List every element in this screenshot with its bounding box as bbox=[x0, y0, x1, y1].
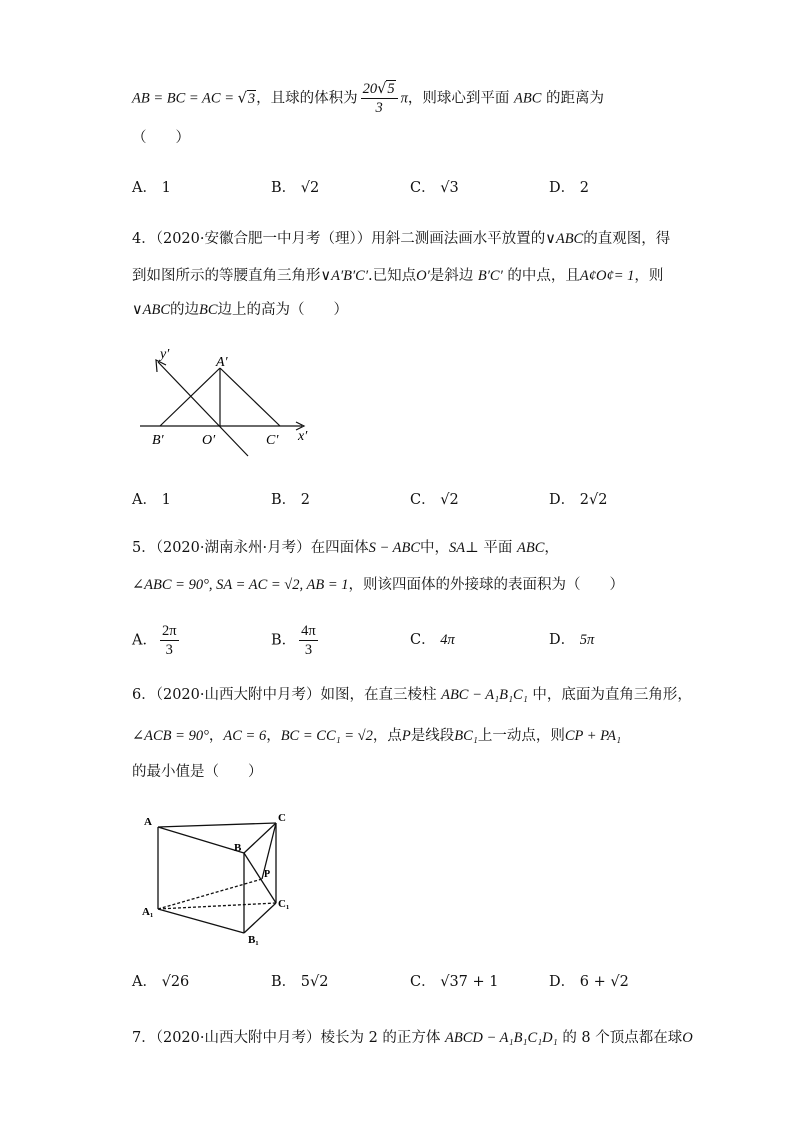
q7-text: 7．（2020·山西大附中月考）棱长为 2 的正方体 bbox=[132, 1030, 441, 1046]
option-label: B． bbox=[271, 180, 297, 196]
prism: ABC − A₁B₁C₁ bbox=[441, 687, 528, 703]
option-label: A． bbox=[132, 492, 157, 508]
option-value: √26 bbox=[161, 974, 190, 990]
edge-a1b1 bbox=[158, 909, 244, 933]
option-label: D． bbox=[549, 632, 576, 648]
q6-option-c[interactable] bbox=[410, 972, 499, 992]
q5-option-d[interactable] bbox=[549, 630, 594, 650]
option-label: D． bbox=[549, 492, 576, 508]
q6-text: 6．（2020·山西大附中月考）如图，在直三棱柱 bbox=[132, 687, 437, 703]
q4-text: 到如图所示的等腰直角三角形 bbox=[132, 268, 321, 284]
q6-text: ，点 bbox=[372, 728, 402, 744]
q5-line2 bbox=[132, 575, 624, 595]
option-label: C． bbox=[410, 492, 436, 508]
triangle-abc: ∨ABC bbox=[545, 231, 584, 247]
point-p: P bbox=[401, 728, 411, 744]
option-label: C． bbox=[410, 632, 436, 648]
cube: ABCD − A₁B₁C₁D₁ bbox=[445, 1030, 558, 1046]
plane-abc: ABC bbox=[517, 540, 545, 556]
option-label: C． bbox=[410, 974, 436, 990]
q3-option-d[interactable] bbox=[549, 178, 589, 198]
q6-text: ， bbox=[208, 728, 224, 744]
option-value: √2 bbox=[440, 492, 459, 508]
side-ac bbox=[220, 368, 280, 426]
sqrt-sign: √ bbox=[237, 90, 247, 107]
angle-acb: ∠ACB = 90° bbox=[132, 728, 209, 744]
pi-symbol: π bbox=[400, 90, 408, 107]
option-label: A． bbox=[132, 974, 157, 990]
option-value: √3 bbox=[440, 180, 459, 196]
q3-equation: AB = BC = AC = bbox=[132, 90, 238, 107]
option-label: A． bbox=[132, 632, 157, 649]
q3-text: ，且球的体积为 bbox=[256, 90, 358, 107]
expression: CP + PA₁ bbox=[564, 728, 622, 744]
q6-text: 上一动点，则 bbox=[477, 728, 565, 744]
option-fraction bbox=[160, 622, 179, 659]
q5-text: ，则该四面体的外接球的表面积为（ ） bbox=[348, 577, 624, 593]
option-label: C． bbox=[410, 180, 436, 196]
q6-line1 bbox=[132, 685, 692, 705]
edge-a1c1 bbox=[158, 903, 276, 909]
q4-option-a[interactable] bbox=[132, 490, 171, 510]
option-value: 5π bbox=[579, 632, 595, 648]
segment-bc: BC bbox=[199, 302, 218, 318]
option-value: 1 bbox=[161, 492, 171, 508]
option-label: B． bbox=[271, 974, 297, 990]
frac-den: 3 bbox=[304, 642, 313, 658]
q3-paren: （ ） bbox=[132, 130, 190, 146]
label-b1: B₁ bbox=[248, 934, 259, 945]
option-label: B． bbox=[271, 492, 297, 508]
label-y: y′ bbox=[160, 347, 170, 362]
q5-option-b[interactable] bbox=[271, 622, 321, 659]
option-value: 2√2 bbox=[579, 492, 608, 508]
label-o: O′ bbox=[202, 433, 216, 448]
q3-option-c[interactable] bbox=[410, 178, 459, 198]
label-x: x′ bbox=[298, 429, 308, 444]
q3-option-b[interactable] bbox=[271, 178, 319, 198]
q6-figure bbox=[140, 805, 300, 945]
q6-option-b[interactable] bbox=[271, 972, 328, 992]
option-label: D． bbox=[549, 974, 576, 990]
triangle-prime: ∨A′B′C′ bbox=[320, 268, 369, 284]
q3-sqrt3: 3 bbox=[247, 90, 256, 107]
option-value: 4π bbox=[440, 632, 455, 648]
label-a1: A₁ bbox=[142, 906, 154, 918]
segment-bc: B′C′ bbox=[477, 268, 503, 284]
q4-text: .已知点 bbox=[368, 268, 417, 284]
q5-text: 5．（2020·湖南永州·月考）在四面体 bbox=[132, 540, 369, 556]
point-o: O′ bbox=[416, 268, 430, 284]
plane-abc: ABC bbox=[514, 90, 542, 107]
q5-conditions: ∠ABC = 90°, SA = AC = √2, AB = 1 bbox=[132, 577, 349, 593]
segment-bc1 bbox=[244, 853, 276, 903]
q5-text: ⊥ 平面 bbox=[465, 540, 513, 556]
q4-text: ，则 bbox=[634, 268, 664, 284]
label-c: C bbox=[278, 812, 286, 824]
q6-option-a[interactable] bbox=[132, 972, 189, 992]
q3-volume-fraction: $\frac{20√5}{3}$ bbox=[361, 80, 398, 117]
option-value: 1 bbox=[161, 180, 171, 196]
frac-num: 20 bbox=[362, 81, 378, 97]
label-p: P bbox=[264, 869, 271, 880]
q3-option-a[interactable] bbox=[132, 178, 171, 198]
q4-text: 的中点，且 bbox=[507, 268, 580, 284]
option-value: 2 bbox=[579, 180, 589, 196]
option-fraction bbox=[299, 622, 318, 659]
q4-line3 bbox=[132, 300, 348, 320]
edge-ab bbox=[158, 827, 244, 853]
option-label: A． bbox=[132, 180, 157, 196]
label-b: B′ bbox=[152, 433, 164, 448]
frac-num: 4π bbox=[301, 623, 316, 639]
q3-text2: ，则球心到平面 bbox=[407, 90, 510, 107]
q6-text: 中，底面为直角三角形， bbox=[532, 687, 692, 703]
q4-text: 是斜边 bbox=[429, 268, 474, 284]
q3-line1 bbox=[132, 80, 604, 117]
label-b: B bbox=[234, 842, 242, 854]
option-label: B． bbox=[271, 632, 297, 649]
ao-length: A¢O¢= 1 bbox=[579, 268, 635, 284]
length-ac: AC = 6 bbox=[223, 728, 267, 744]
length-bc: BC = CC₁ = √2 bbox=[280, 728, 373, 744]
q6-line3: 的最小值是（ ） bbox=[132, 764, 263, 780]
option-value: √37 + 1 bbox=[440, 974, 499, 990]
segment-a1p bbox=[158, 879, 262, 909]
option-value: 5√2 bbox=[300, 974, 329, 990]
segment-sa: SA bbox=[449, 540, 466, 556]
q5-text: ， bbox=[544, 540, 559, 556]
q6-line2 bbox=[132, 726, 621, 746]
q6-text: 是线段 bbox=[410, 728, 455, 744]
q4-line1 bbox=[132, 229, 670, 249]
frac-num-sqrt: 5 bbox=[387, 81, 395, 97]
q5-text: 中， bbox=[420, 540, 450, 556]
q5-option-a[interactable] bbox=[132, 622, 182, 659]
frac-den: 3 bbox=[165, 642, 173, 658]
edge-ac bbox=[158, 823, 276, 827]
q4-option-b[interactable] bbox=[271, 490, 310, 510]
q4-option-c[interactable] bbox=[410, 490, 459, 510]
option-value: √2 bbox=[300, 180, 320, 196]
q7-text: 的 8 个顶点都在球 bbox=[562, 1030, 683, 1046]
sphere-o: O bbox=[682, 1030, 693, 1046]
q4-text: 边上的高为（ ） bbox=[217, 302, 349, 318]
option-value: 6 + √2 bbox=[579, 974, 629, 990]
label-a: A bbox=[144, 816, 152, 828]
q4-text: 4．（2020·安徽合肥一中月考（理））用斜二测画法画水平放置的 bbox=[132, 231, 546, 247]
q6-text: ， bbox=[266, 728, 281, 744]
triangle-abc: ∨ABC bbox=[132, 302, 170, 318]
option-label: D． bbox=[549, 180, 576, 196]
q4-line2 bbox=[132, 266, 663, 286]
q4-option-d[interactable] bbox=[549, 490, 607, 510]
q5-line1 bbox=[132, 538, 559, 558]
frac-num: 2π bbox=[161, 623, 177, 639]
q5-option-c[interactable] bbox=[410, 630, 455, 650]
q6-option-d[interactable] bbox=[549, 972, 629, 992]
q4-text-end: 的直观图，得 bbox=[583, 231, 671, 247]
q4-figure bbox=[130, 340, 320, 460]
option-value: 2 bbox=[300, 492, 310, 508]
q4-text: 的边 bbox=[170, 302, 199, 318]
edge-b1c1 bbox=[244, 903, 276, 933]
label-c: C′ bbox=[266, 433, 279, 448]
q7-line1 bbox=[132, 1028, 693, 1048]
segment-bc1: BC₁ bbox=[454, 728, 478, 744]
edge-bc bbox=[244, 823, 276, 853]
q3-text3: 的距离为 bbox=[546, 90, 604, 107]
label-a: A′ bbox=[216, 355, 228, 370]
frac-den: 3 bbox=[375, 100, 383, 116]
tetrahedron: S − ABC bbox=[368, 540, 421, 556]
label-c1: C₁ bbox=[278, 898, 290, 910]
